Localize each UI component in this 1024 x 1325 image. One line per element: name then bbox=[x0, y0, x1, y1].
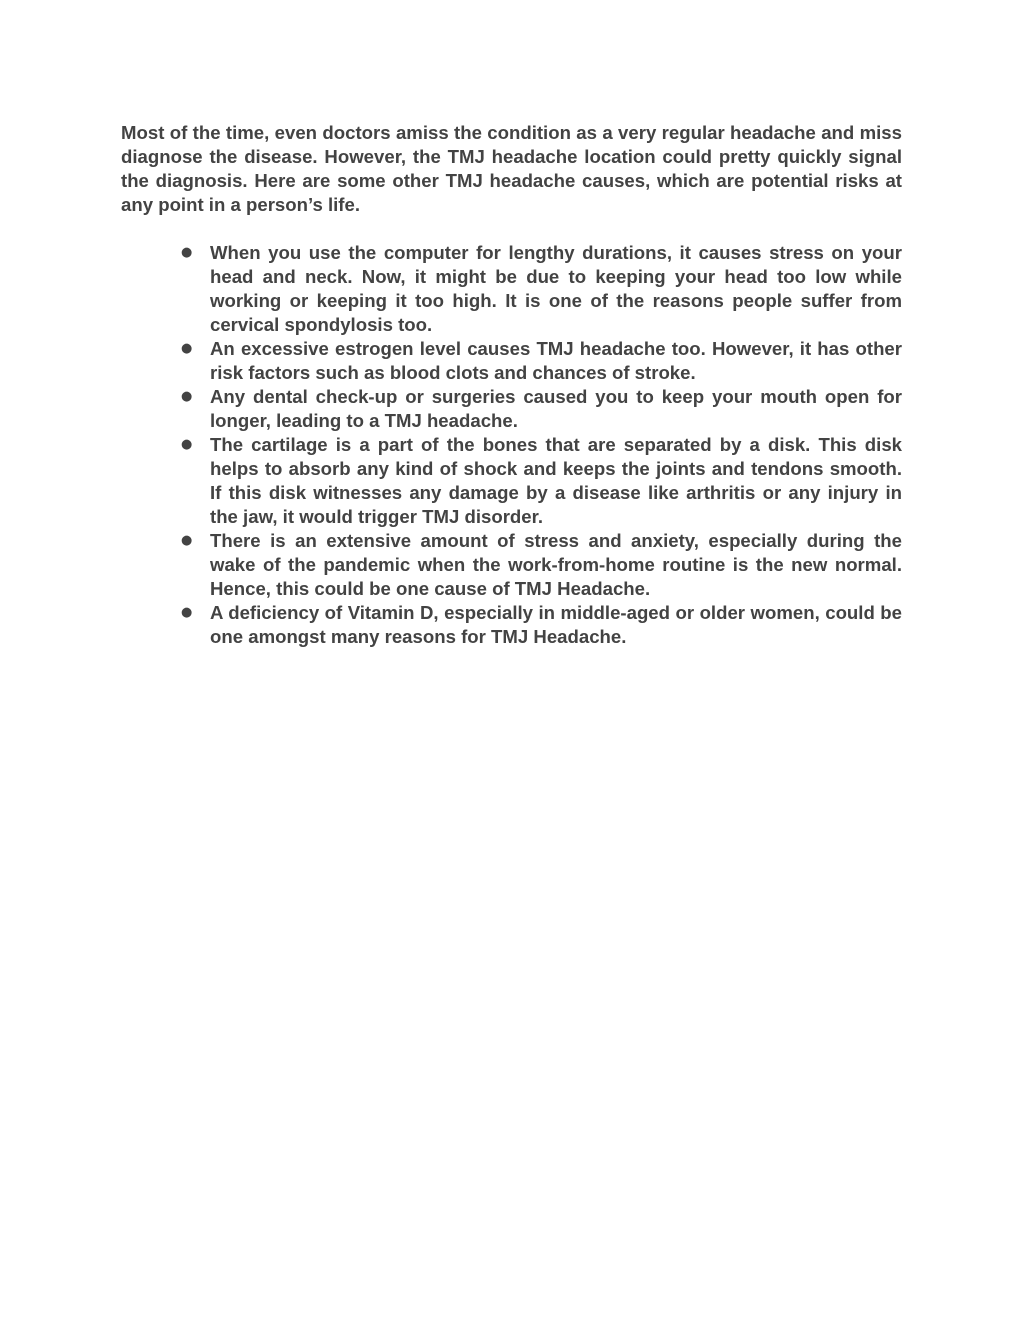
bullet-icon: ● bbox=[181, 533, 193, 548]
document-body bbox=[121, 121, 902, 649]
list-item-text: There is an extensive amount of stress and anxiety, especially during the wake of the pandemic when the work-from-home routine is the new normal. Hence, this could be one cause of TMJ Headache. bbox=[210, 530, 902, 599]
bullet-icon: ● bbox=[181, 245, 193, 260]
list-item bbox=[121, 601, 902, 649]
list-item bbox=[121, 529, 902, 601]
list-item-text: When you use the computer for lengthy durations, it causes stress on your head and neck. Now, it might be due to keeping your head too low while working or keeping it too high. It is one of the reasons people suffer from cervical spondylosis too. bbox=[210, 242, 902, 335]
list-item bbox=[121, 433, 902, 529]
list-item-text: The cartilage is a part of the bones that are separated by a disk. This disk helps to absorb any kind of shock and keeps the joints and tendons smooth. If this disk witnesses any damage by a disease like arthritis or any injury in the jaw, it would trigger TMJ disorder. bbox=[210, 434, 902, 527]
bullet-icon: ● bbox=[181, 437, 193, 452]
list-item-text: An excessive estrogen level causes TMJ headache too. However, it has other risk factors such as blood clots and chances of stroke. bbox=[210, 338, 902, 383]
intro-paragraph: Most of the time, even doctors amiss the condition as a very regular headache and miss diagnose the disease. However, the TMJ headache location could pretty quickly signal the diagnosis. Here are some other TMJ headache causes, which are potential risks at any point in a person’s life. bbox=[121, 122, 902, 215]
bullet-icon: ● bbox=[181, 341, 193, 356]
list-item bbox=[121, 385, 902, 433]
bullet-icon: ● bbox=[181, 605, 193, 620]
causes-list bbox=[121, 241, 902, 649]
list-item-text: A deficiency of Vitamin D, especially in middle-aged or older women, could be one amongst many reasons for TMJ Headache. bbox=[210, 602, 902, 647]
bullet-icon: ● bbox=[181, 389, 193, 404]
list-item-text: Any dental check-up or surgeries caused you to keep your mouth open for longer, leading to a TMJ headache. bbox=[210, 386, 902, 431]
list-item bbox=[121, 337, 902, 385]
list-item bbox=[121, 241, 902, 337]
